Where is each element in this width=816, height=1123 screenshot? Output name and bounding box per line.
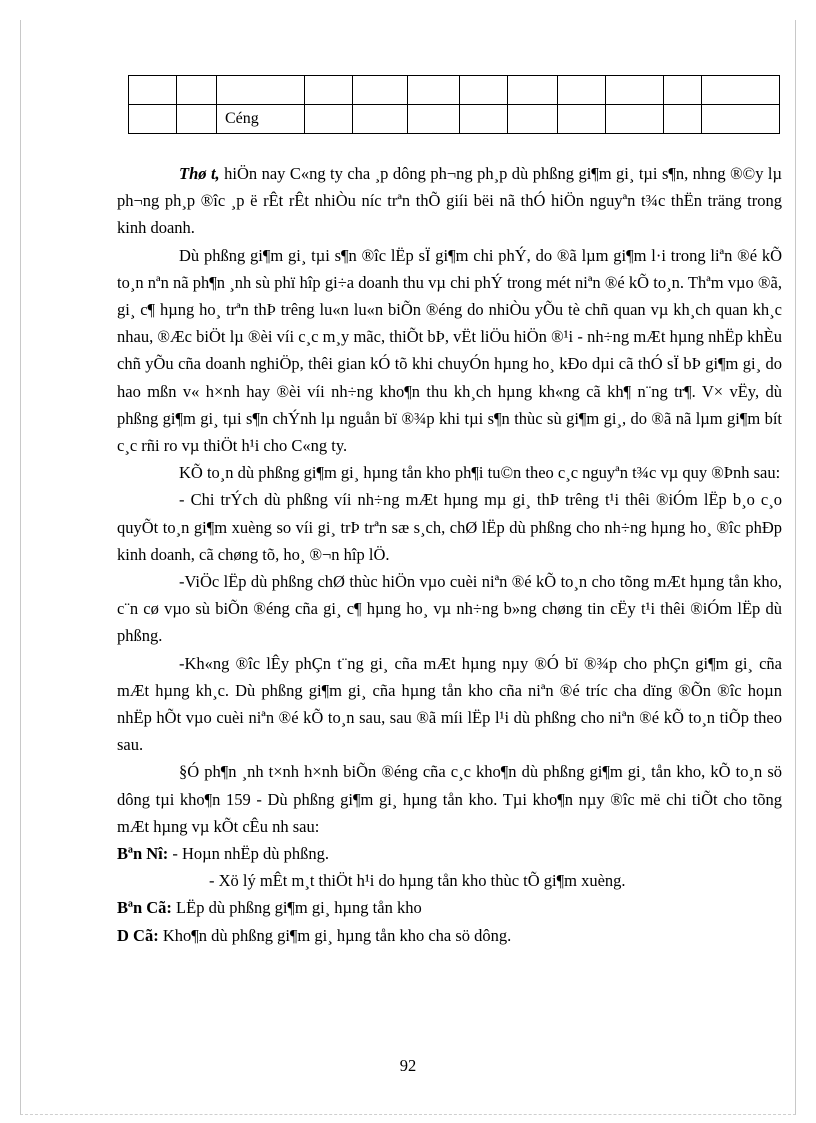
entry-label: D Cã:	[117, 925, 159, 945]
table-cell	[664, 105, 702, 134]
table-cell	[460, 105, 508, 134]
paragraph-rule-2: -ViÖc lËp dù phßng chØ thùc hiÖn vµo cuèi niªn ®é kÕ to¸n cho tõng mÆt hµng tån kho, c¨n cø vµo sù biÕn ®éng cña gi¸ c¶ hµng ho¸ vµ nh÷ng b»ng chøng tin cËy t¹i thêi ®iÓm lËp dù phßng.	[117, 572, 782, 646]
ledger-table-body	[129, 76, 780, 134]
table-cell	[353, 76, 408, 105]
table-cell	[702, 76, 780, 105]
body-text	[117, 160, 782, 949]
table-cell	[177, 76, 217, 105]
entry-credit-balance	[117, 922, 782, 949]
table-cell	[305, 105, 353, 134]
paragraph-rule-3: -Kh«ng ®îc lÊy phÇn t¨ng gi¸ cña mÆt hµng nµy ®Ó bï ®¾p cho phÇn gi¶m gi¸ cña mÆt hµng kh¸c. Dù phßng gi¶m gi¸ cña hµng tån kho cña niªn ®é tríc cha dïng ®Õn ®îc hoµn nhËp hÕt vµo cuèi niªn ®é kÕ to¸n sau, sau ®ã míi lËp l¹i dù phßng cho niªn ®é kÕ to¸n tiÕp theo sau.	[117, 653, 782, 755]
table-cell	[408, 105, 460, 134]
table-cell	[508, 76, 558, 105]
table-cell	[606, 76, 664, 105]
entry-credit	[117, 894, 782, 921]
paragraph-text: hiÖn nay C«ng ty cha ¸p dông ph¬ng ph¸p dù phßng gi¶m gi¸ tµi s¶n, nhng ®©y lµ ph¬ng ph¸p ®îc ¸p ë rÊt rÊt nhiÒu níc trªn thÕ giíi bëi nã thÓ hiÖn nguyªn t¾c thËn träng trong kinh doanh.	[117, 164, 782, 238]
entry-debit-2: - Xö lý mÊt m¸t thiÖt h¹i do hµng tån kho thùc tÕ gi¶m xuèng.	[209, 871, 626, 891]
table-row	[129, 76, 780, 105]
table-cell	[508, 105, 558, 134]
table-cell	[217, 76, 305, 105]
page-number: 92	[399, 1056, 417, 1075]
paragraph-provision-effects: Dù phßng gi¶m gi¸ tµi s¶n ®îc lËp sÏ gi¶m chi phÝ, do ®ã lµm gi¶m l·i trong liªn ®é kÕ to¸n nªn nã ph¶n ¸nh sù phï hîp gi÷a doanh thu vµ chi phÝ trong mét niªn ®é kÕ to¸n. Thªm vµo ®ã, gi¸ c¶ hµng ho¸ trªn thÞ trêng lu«n lu«n biÕn ®éng do nhiÒu yÕu tè chñ quan vµ kh¸ch quan kh¸c nhau, ®Æc biÖt lµ ®èi víi c¸c m¸y mãc, thiÕt bÞ, vËt liÖu hiÖn ®¹i - nh÷ng mÆt hµng nhËp khÈu chñ yÕu cña doanh nghiÖp, thêi gian kÓ tõ khi chuyÓn hµng ho¸ kÐo dµi cã thÓ sÏ bÞ gi¶m gi¸ do hao mßn v« h×nh hay ®èi víi nh÷ng kho¶n thu kh¸ch hµng kh«ng cã kh¶ n¨ng tr¶. V× vËy, dù phßng gi¶m gi¸ tµi s¶n chÝnh lµ nguån bï ®¾p khi tµi s¶n thùc sù gi¶m gi¸, do ®ã nã lµm gi¶m bít c¸c rñi ro vµ thiÖt h¹i cho C«ng ty.	[117, 245, 782, 456]
entry-text: - Hoµn nhËp dù phßng.	[168, 844, 329, 864]
table-cell: Céng	[217, 105, 305, 134]
entry-label: Bªn Cã:	[117, 898, 172, 918]
table-cell	[353, 105, 408, 134]
table-cell	[702, 105, 780, 134]
paragraph-principles-intro: KÕ to¸n dù phßng gi¶m gi¸ hµng tån kho ph¶i tu©n theo c¸c nguyªn t¾c vµ quy ®Þnh sau:	[179, 463, 781, 483]
table-cell	[408, 76, 460, 105]
table-cell	[558, 76, 606, 105]
entry-debit	[117, 840, 782, 867]
table-cell	[558, 105, 606, 134]
lead-phrase: Thø t,	[179, 164, 220, 183]
table-cell	[606, 105, 664, 134]
paragraph-rule-1: - Chi trÝch dù phßng víi nh÷ng mÆt hµng mµ gi¸ thÞ trêng t¹i thêi ®iÓm lËp b¸o c¸o quyÕt to¸n gi¶m xuèng so víi gi¸ trÞ trªn sæ s¸ch, chØ lËp dù phßng cho nh÷ng hµng ho¸ ®îc phÐp kinh doanh, cã chøng tõ, ho¸ ®¬n hîp lÖ.	[117, 490, 782, 564]
entry-text: LËp dù phßng gi¶m gi¸ hµng tån kho	[171, 898, 422, 918]
table-cell	[460, 76, 508, 105]
table-cell	[305, 76, 353, 105]
table-cell	[177, 105, 217, 134]
paragraph-fourth-point	[117, 160, 782, 242]
document-page	[20, 20, 796, 1115]
table-cell	[129, 76, 177, 105]
paragraph-account-159: §Ó ph¶n ¸nh t×nh h×nh biÕn ®éng cña c¸c kho¶n dù phßng gi¶m gi¸ tån kho, kÕ to¸n sö dông tµi kho¶n 159 - Dù phßng gi¶m gi¸ hµng tån kho. Tµi kho¶n nµy ®îc më chi tiÕt cho tõng mÆt hµng vµ kÕt cÊu nh sau:	[117, 762, 782, 836]
entry-text: Kho¶n dù phßng gi¶m gi¸ hµng tån kho cha sö dông.	[158, 925, 512, 945]
ledger-table	[128, 75, 780, 134]
table-cell	[129, 105, 177, 134]
table-cell	[664, 76, 702, 105]
table-row	[129, 105, 780, 134]
entry-label: Bªn Nî:	[117, 844, 169, 864]
